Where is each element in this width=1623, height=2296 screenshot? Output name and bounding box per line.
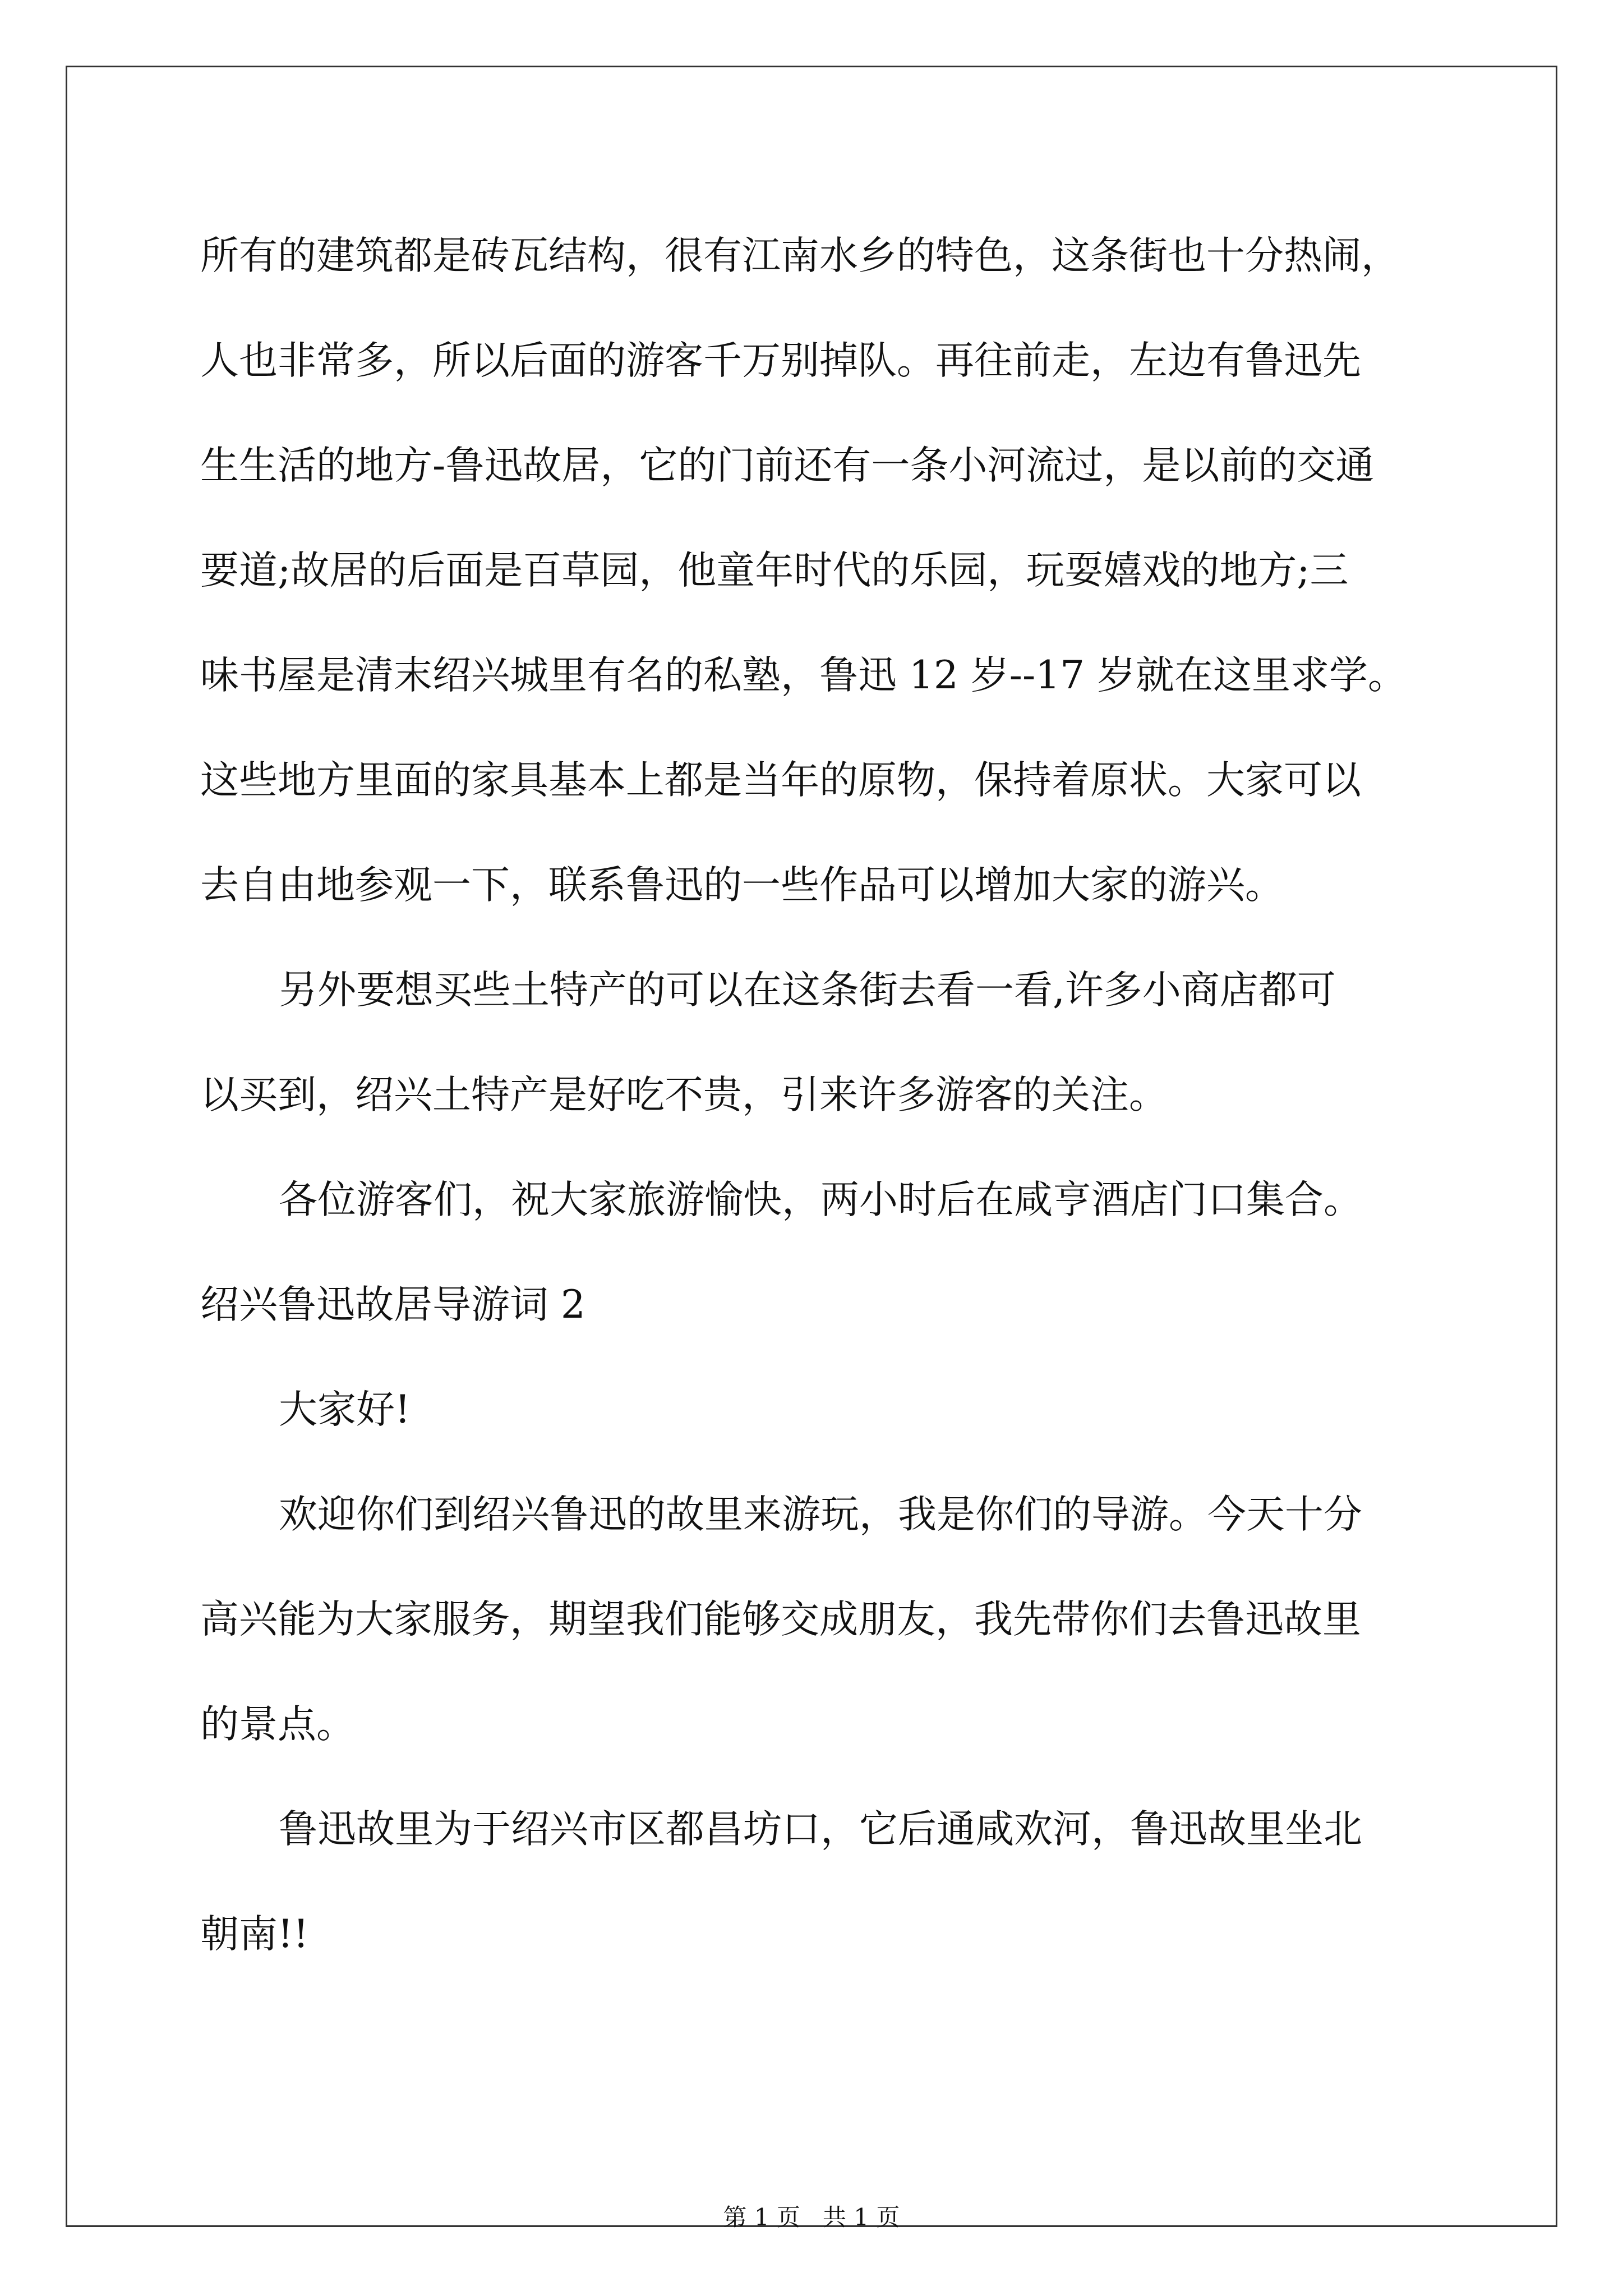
greeting-line: 大家好! (279, 1387, 411, 1432)
paragraph-first-line: 鲁迅故里为于绍兴市区都昌坊口，它后通咸欢河，鲁迅故里坐北 (279, 1807, 1362, 1852)
page-frame (66, 66, 1557, 2227)
body-line: 去自由地参观一下，联系鲁迅的一些作品可以增加大家的游兴。 (200, 863, 1284, 908)
paragraph-first-line: 另外要想买些土特产的可以在这条街去看一看,许多小商店都可 (279, 968, 1336, 1013)
section-title: 绍兴鲁迅故居导游词 2 (200, 1282, 585, 1327)
body-line: 朝南!! (200, 1912, 309, 1957)
paragraph-first-line: 各位游客们，祝大家旅游愉快，两小时后在咸亨酒店门口集合。 (279, 1177, 1362, 1222)
body-line: 这些地方里面的家具基本上都是当年的原物，保持着原状。大家可以 (200, 758, 1361, 803)
page-footer: 第 1 页 共 1 页 (723, 2203, 900, 2231)
body-line: 以买到，绍兴土特产是好吃不贵，引来许多游客的关注。 (200, 1073, 1168, 1117)
body-line: 要道;故居的后面是百草园，他童年时代的乐园，玩耍嬉戏的地方;三 (200, 548, 1349, 593)
body-line: 人也非常多，所以后面的游客千万别掉队。再往前走，左边有鲁迅先 (200, 338, 1361, 383)
paragraph-first-line: 欢迎你们到绍兴鲁迅的故里来游玩，我是你们的导游。今天十分 (279, 1492, 1362, 1537)
body-line: 的景点。 (200, 1702, 355, 1747)
body-line: 味书屋是清末绍兴城里有名的私塾，鲁迅 12 岁--17 岁就在这里求学。 (200, 653, 1407, 698)
body-line: 生生活的地方-鲁迅故居，它的门前还有一条小河流过，是以前的交通 (200, 443, 1375, 488)
body-line: 所有的建筑都是砖瓦结构，很有江南水乡的特色，这条街也十分热闹， (200, 233, 1400, 278)
body-line: 高兴能为大家服务，期望我们能够交成朋友，我先带你们去鲁迅故里 (200, 1597, 1361, 1642)
